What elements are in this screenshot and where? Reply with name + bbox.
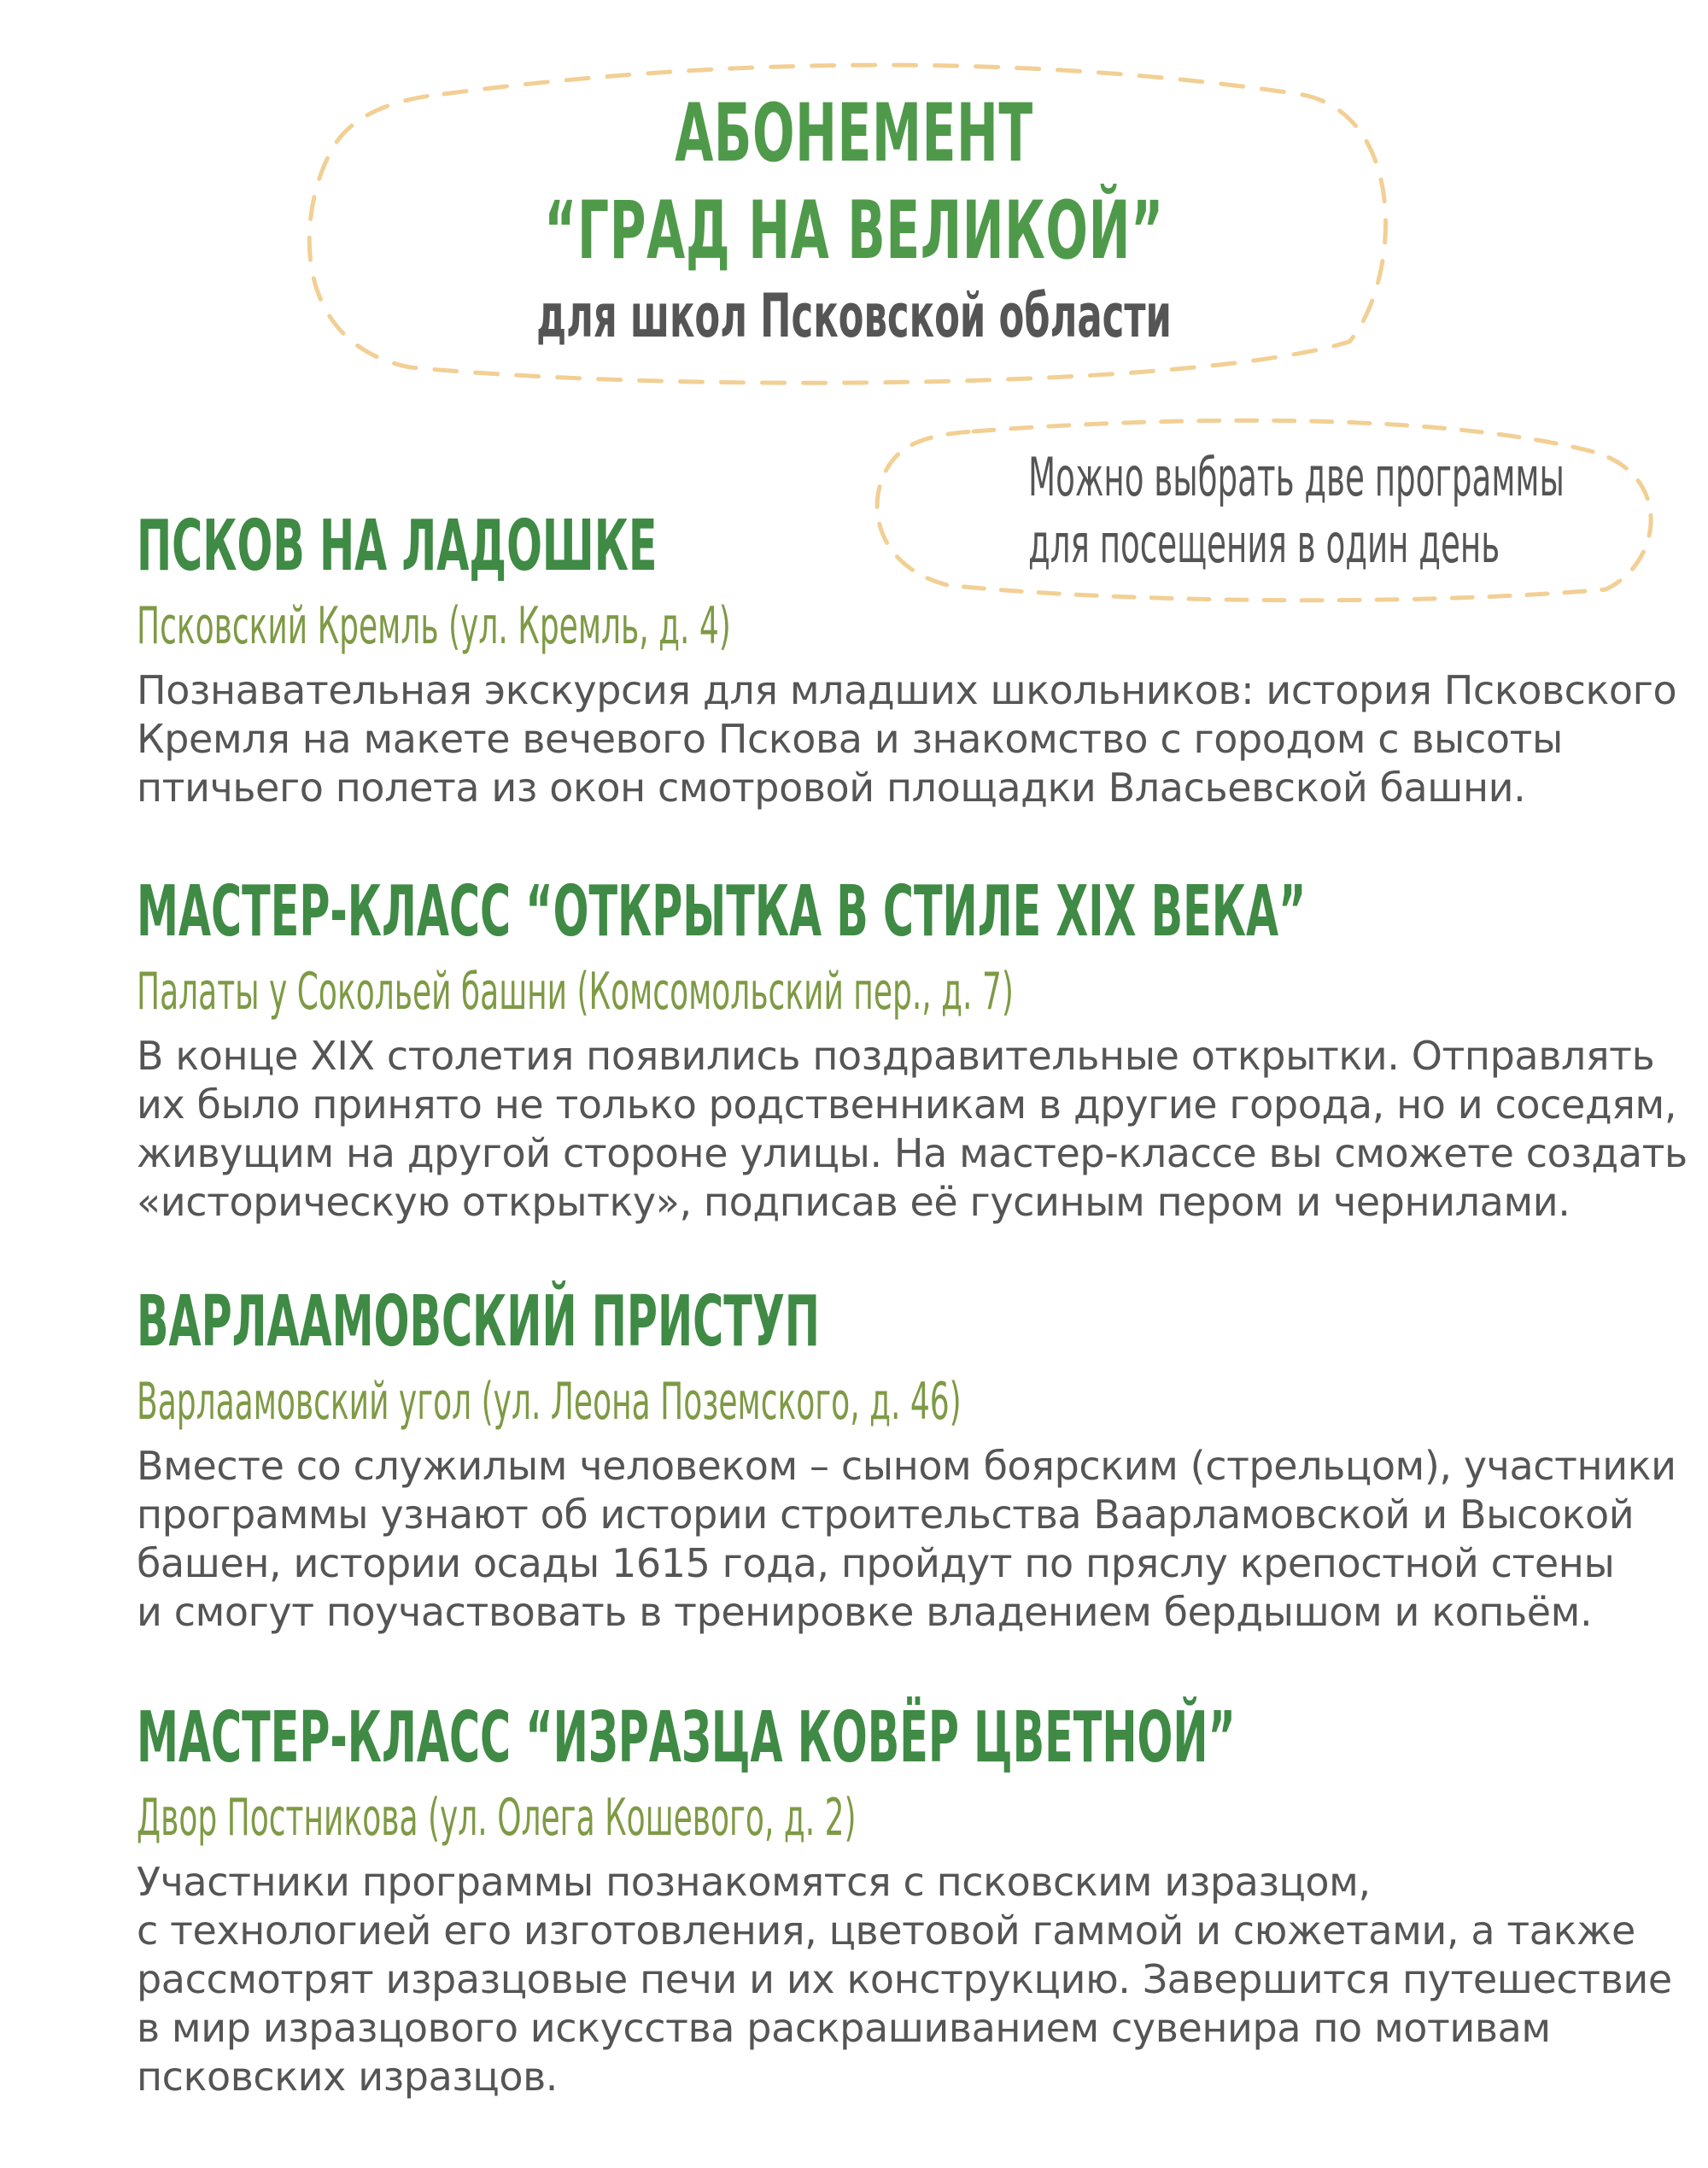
program-place: Палаты у Сокольей башни (Комсомольский пер., д. 7) — [137, 962, 1014, 1022]
program-description — [137, 1442, 1676, 1637]
description-line: В конце XIX столетия появились поздравительные открытки. Отправлять — [137, 1033, 1655, 1079]
page-title-line-2: “ГРАД НА ВЕЛИКОЙ” — [544, 185, 1164, 278]
description-line: птичьего полета из окон смотровой площадки Власьевской башни. — [137, 765, 1526, 811]
program-varlaamovsky-pristup — [137, 1280, 1676, 1637]
page-title-line-1: АБОНЕМЕНТ — [675, 87, 1033, 180]
description-line: башен, истории осады 1615 года, пройдут по пряслу крепостной стены — [137, 1540, 1615, 1586]
program-pskov-na-ladoshke — [137, 504, 1677, 812]
description-line: их было принято не только родственникам в другие города, но и соседям, — [137, 1081, 1677, 1128]
program-place: Варлаамовский угол (ул. Леона Поземского, д. 46) — [137, 1372, 962, 1432]
program-title: ПСКОВ НА ЛАДОШКЕ — [137, 506, 658, 587]
program-title: ВАРЛААМОВСКИЙ ПРИСТУП — [137, 1281, 820, 1362]
description-line: и смогут поучаствовать в тренировке владением бердышом и копьём. — [137, 1589, 1593, 1635]
program-title: МАСТЕР-КЛАСС “ОТКРЫТКА В СТИЛЕ XIX ВЕКА” — [137, 871, 1307, 952]
description-line: «историческую открытку», подписав её гусиным пером и чернилами. — [137, 1179, 1571, 1225]
description-line: живущим на другой стороне улицы. На мастер-классе вы сможете создать — [137, 1130, 1688, 1176]
description-line: Участники программы познакомятся с псковским изразцом, — [137, 1859, 1371, 1905]
description-line: Вместе со служилым человеком – сыном боярским (стрельцом), участники — [137, 1443, 1676, 1489]
description-line: Кремля на макете вечевого Пскова и знакомство с городом с высоты — [137, 716, 1563, 762]
program-title: МАСТЕР-КЛАСС “ИЗРАЗЦА КОВЁР ЦВЕТНОЙ” — [137, 1697, 1236, 1778]
description-line: с технологией его изготовления, цветовой гаммой и сюжетами, а также — [137, 1907, 1635, 1954]
description-line: Познавательная экскурсия для младших школьников: история Псковского — [137, 667, 1677, 713]
program-place: Псковский Кремль (ул. Кремль, д. 4) — [137, 596, 731, 656]
program-otkrytka — [137, 870, 1688, 1227]
note-line-1: Можно выбрать две программы — [1028, 446, 1565, 508]
program-description — [137, 666, 1677, 812]
program-description — [137, 1032, 1688, 1227]
description-line: в мир изразцового искусства раскрашиванием сувенира по мотивам — [137, 2005, 1551, 2051]
note-line-2: для посещения в один день — [1028, 513, 1500, 575]
description-line: рассмотрят изразцовые печи и их конструкцию. Завершится путешествие — [137, 1956, 1672, 2002]
description-line: псковских изразцов. — [137, 2054, 559, 2100]
description-line: программы узнают об истории строительства Ваарламовской и Высокой — [137, 1491, 1635, 1538]
program-description — [137, 1858, 1672, 2101]
program-izrazca-kover — [137, 1696, 1672, 2101]
page-subtitle: для школ Псковской области — [536, 281, 1172, 351]
program-place: Двор Постникова (ул. Олега Кошевого, д. 2) — [137, 1788, 857, 1848]
header — [0, 85, 1708, 355]
